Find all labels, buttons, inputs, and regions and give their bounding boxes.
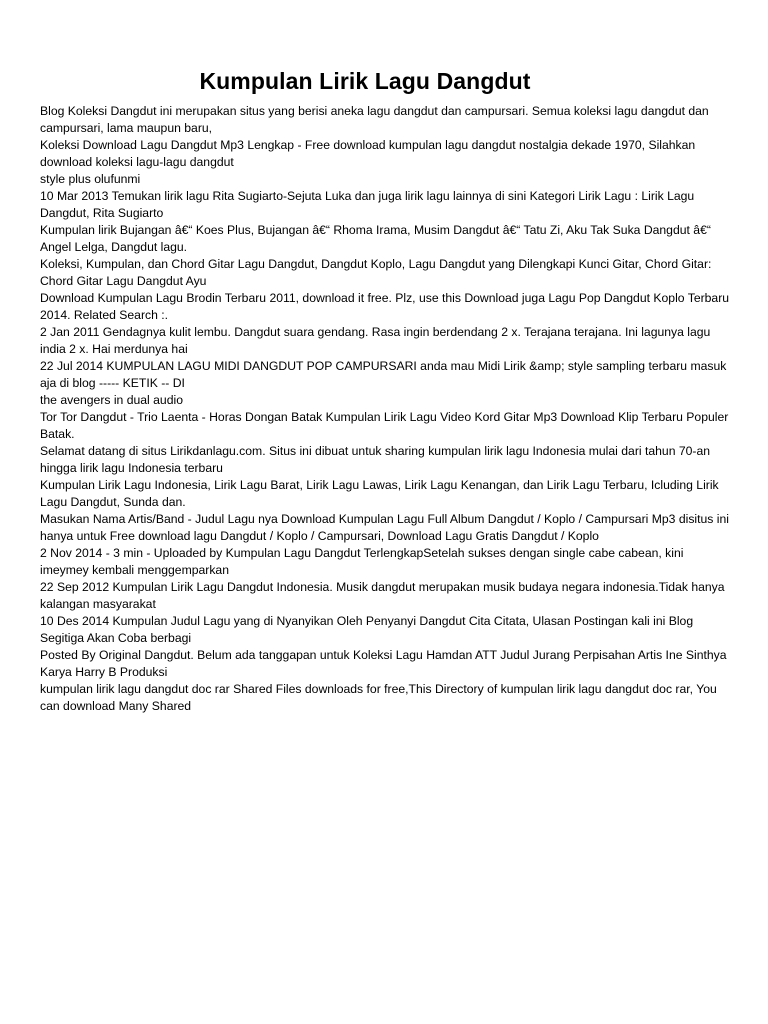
paragraph: 22 Sep 2012 Kumpulan Lirik Lagu Dangdut Indonesia. Musik dangdut merupakan musik budaya negara indonesia.Tidak hanya kalangan masyarakat: [40, 580, 725, 611]
paragraph: 2 Nov 2014 - 3 min - Uploaded by Kumpulan Lagu Dangdut TerlengkapSetelah sukses dengan single cabe cabean, kini imeymey kembali menggemparkan: [40, 546, 684, 577]
paragraph: Koleksi, Kumpulan, dan Chord Gitar Lagu Dangdut, Dangdut Koplo, Lagu Dangdut yang Dilengkapi Kunci Gitar, Chord Gitar: Chord Gitar Lagu Dangdut Ayu: [40, 257, 712, 288]
page-title: Kumpulan Lirik Lagu Dangdut: [199, 68, 531, 94]
paragraph: 22 Jul 2014 KUMPULAN LAGU MIDI DANGDUT POP CAMPURSARI anda mau Midi Lirik &amp; style sampling terbaru masuk aja di blog ----- KETIK -- DI: [40, 359, 727, 390]
paragraph: style plus olufunmi: [40, 172, 141, 186]
paragraph: Masukan Nama Artis/Band - Judul Lagu nya Download Kumpulan Lagu Full Album Dangdut / Koplo / Campursari Mp3 disitus ini hanya untuk Free download lagu Dangdut / Koplo / Campursari, Download Lagu Gratis Dangdut / Koplo: [40, 512, 729, 543]
paragraph: the avengers in dual audio: [40, 393, 183, 407]
paragraph: Kumpulan lirik Bujangan â€“ Koes Plus, Bujangan â€“ Rhoma Irama, Musim Dangdut â€“ Tatu Zi, Aku Tak Suka Dangdut â€“ Angel Lelga, Dangdut lagu.: [40, 223, 711, 254]
paragraph: 10 Des 2014 Kumpulan Judul Lagu yang di Nyanyikan Oleh Penyanyi Dangdut Cita Citata, Ulasan Postingan kali ini Blog Segitiga Akan Coba berbagi: [40, 614, 694, 645]
paragraph: Download Kumpulan Lagu Brodin Terbaru 2011, download it free. Plz, use this Download juga Lagu Pop Dangdut Koplo Terbaru 2014. Related Search :.: [40, 291, 730, 322]
paragraph: Blog Koleksi Dangdut ini merupakan situs yang berisi aneka lagu dangdut dan campursari. Semua koleksi lagu dangdut dan campursari, lama maupun baru,: [40, 104, 709, 135]
document-body: [40, 103, 730, 715]
paragraph: kumpulan lirik lagu dangdut doc rar Shared Files downloads for free,This Directory of kumpulan lirik lagu dangdut doc rar, You can download Many Shared: [40, 682, 717, 713]
paragraph: Posted By Original Dangdut. Belum ada tanggapan untuk Koleksi Lagu Hamdan ATT Judul Jurang Perpisahan Artis Ine Sinthya Karya Harry B Produksi: [40, 648, 727, 679]
paragraph: Kumpulan Lirik Lagu Indonesia, Lirik Lagu Barat, Lirik Lagu Lawas, Lirik Lagu Kenangan, dan Lirik Lagu Terbaru, Icluding Lirik Lagu Dangdut, Sunda dan.: [40, 478, 719, 509]
paragraph: 10 Mar 2013 Temukan lirik lagu Rita Sugiarto-Sejuta Luka dan juga lirik lagu lainnya di sini Kategori Lirik Lagu : Lirik Lagu Dangdut, Rita Sugiarto: [40, 189, 695, 220]
paragraph: Tor Tor Dangdut - Trio Laenta - Horas Dongan Batak Kumpulan Lirik Lagu Video Kord Gitar Mp3 Download Klip Terbaru Populer Batak.: [40, 410, 729, 441]
paragraph: Koleksi Download Lagu Dangdut Mp3 Lengkap - Free download kumpulan lagu dangdut nostalgia dekade 1970, Silahkan download koleksi lagu-lagu dangdut: [40, 138, 696, 169]
paragraph: Selamat datang di situs Lirikdanlagu.com. Situs ini dibuat untuk sharing kumpulan lirik lagu Indonesia mulai dari tahun 70-an hingga lirik lagu Indonesia terbaru: [40, 444, 711, 475]
paragraph: 2 Jan 2011 Gendagnya kulit lembu. Dangdut suara gendang. Rasa ingin berdendang 2 x. Terajana terajana. Ini lagunya lagu india 2 x. Hai merdunya hai: [40, 325, 711, 356]
